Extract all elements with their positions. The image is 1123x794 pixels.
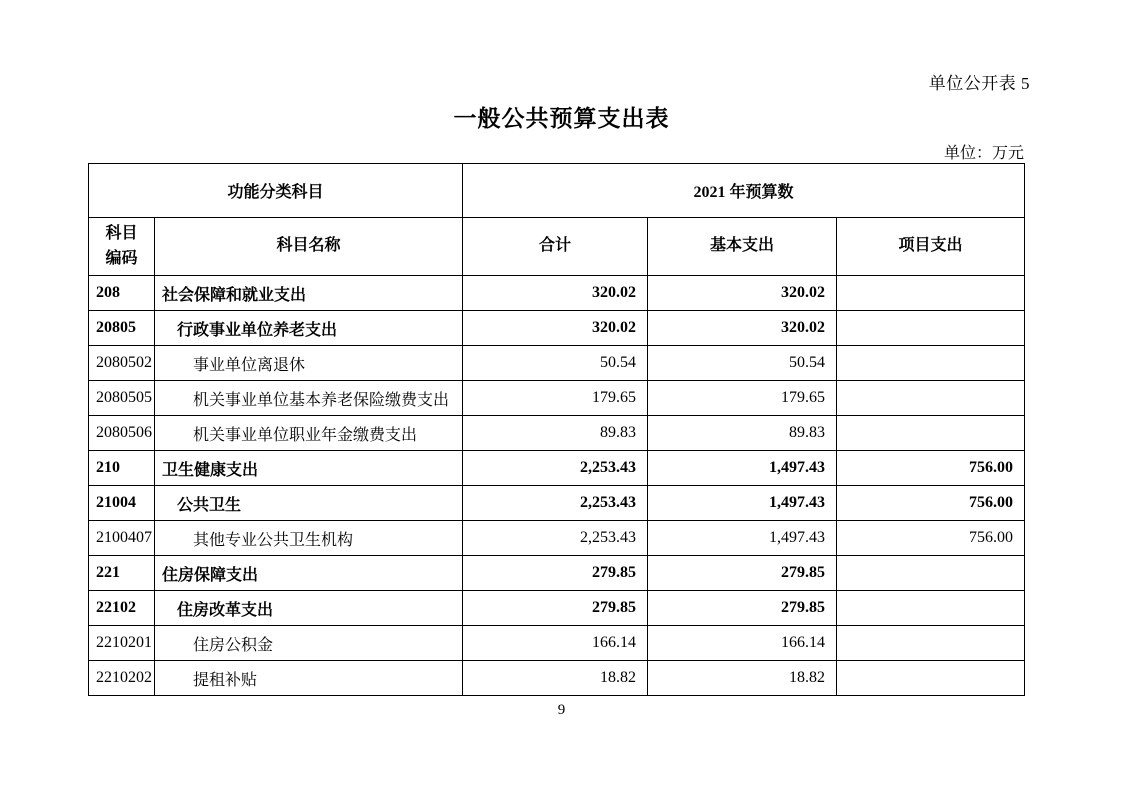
code-cell: 2210202 bbox=[89, 661, 155, 696]
table-row bbox=[89, 556, 1025, 591]
table-header bbox=[89, 164, 1025, 276]
name-cell: 卫生健康支出 bbox=[155, 451, 463, 486]
name-cell: 其他专业公共卫生机构 bbox=[155, 521, 463, 556]
table-row bbox=[89, 486, 1025, 521]
table-row bbox=[89, 276, 1025, 311]
table-body bbox=[89, 276, 1025, 696]
total-cell: 2,253.43 bbox=[463, 521, 648, 556]
name-cell: 住房改革支出 bbox=[155, 591, 463, 626]
project-cell: 756.00 bbox=[837, 451, 1025, 486]
table-row bbox=[89, 381, 1025, 416]
project-cell bbox=[837, 661, 1025, 696]
header-basic-expenditure: 基本支出 bbox=[648, 218, 837, 276]
name-cell: 行政事业单位养老支出 bbox=[155, 311, 463, 346]
table-row bbox=[89, 591, 1025, 626]
table-row bbox=[89, 311, 1025, 346]
code-cell: 22102 bbox=[89, 591, 155, 626]
basic-cell: 1,497.43 bbox=[648, 486, 837, 521]
total-cell: 50.54 bbox=[463, 346, 648, 381]
total-cell: 18.82 bbox=[463, 661, 648, 696]
code-cell: 210 bbox=[89, 451, 155, 486]
project-cell bbox=[837, 311, 1025, 346]
header-functional-classification: 功能分类科目 bbox=[89, 164, 463, 218]
name-cell: 公共卫生 bbox=[155, 486, 463, 521]
basic-cell: 1,497.43 bbox=[648, 451, 837, 486]
code-cell: 2080502 bbox=[89, 346, 155, 381]
unit-note: 单位：万元 bbox=[943, 145, 1024, 162]
name-cell: 社会保障和就业支出 bbox=[155, 276, 463, 311]
project-cell bbox=[837, 276, 1025, 311]
page-number: 9 bbox=[557, 702, 566, 718]
project-cell bbox=[837, 556, 1025, 591]
name-cell: 住房保障支出 bbox=[155, 556, 463, 591]
total-cell: 279.85 bbox=[463, 591, 648, 626]
header-subject-code-line2: 编码 bbox=[105, 249, 138, 267]
header-project-expenditure: 项目支出 bbox=[837, 218, 1025, 276]
project-cell: 756.00 bbox=[837, 486, 1025, 521]
total-cell: 89.83 bbox=[463, 416, 648, 451]
name-cell: 提租补贴 bbox=[155, 661, 463, 696]
total-cell: 320.02 bbox=[463, 276, 648, 311]
basic-cell: 1,497.43 bbox=[648, 521, 837, 556]
code-cell: 208 bbox=[89, 276, 155, 311]
table-row bbox=[89, 661, 1025, 696]
corner-label: 单位公开表 5 bbox=[928, 74, 1030, 93]
project-cell: 756.00 bbox=[837, 521, 1025, 556]
total-cell: 2,253.43 bbox=[463, 486, 648, 521]
basic-cell: 50.54 bbox=[648, 346, 837, 381]
header-group-row bbox=[89, 164, 1025, 218]
name-cell: 机关事业单位基本养老保险缴费支出 bbox=[155, 381, 463, 416]
total-cell: 320.02 bbox=[463, 311, 648, 346]
project-cell bbox=[837, 346, 1025, 381]
header-subject-code-line1: 科目 bbox=[105, 224, 138, 242]
code-cell: 2210201 bbox=[89, 626, 155, 661]
basic-cell: 320.02 bbox=[648, 276, 837, 311]
total-cell: 166.14 bbox=[463, 626, 648, 661]
project-cell bbox=[837, 381, 1025, 416]
basic-cell: 89.83 bbox=[648, 416, 837, 451]
total-cell: 179.65 bbox=[463, 381, 648, 416]
name-cell: 住房公积金 bbox=[155, 626, 463, 661]
project-cell bbox=[837, 626, 1025, 661]
header-total: 合计 bbox=[463, 218, 648, 276]
code-cell: 2080506 bbox=[89, 416, 155, 451]
basic-cell: 166.14 bbox=[648, 626, 837, 661]
basic-cell: 320.02 bbox=[648, 311, 837, 346]
header-budget-2021: 2021 年预算数 bbox=[463, 164, 1025, 218]
name-cell: 机关事业单位职业年金缴费支出 bbox=[155, 416, 463, 451]
basic-cell: 179.65 bbox=[648, 381, 837, 416]
total-cell: 2,253.43 bbox=[463, 451, 648, 486]
table-row bbox=[89, 346, 1025, 381]
code-cell: 2080505 bbox=[89, 381, 155, 416]
code-cell: 20805 bbox=[89, 311, 155, 346]
table-row bbox=[89, 451, 1025, 486]
code-cell: 2100407 bbox=[89, 521, 155, 556]
page-title: 一般公共预算支出表 bbox=[453, 105, 670, 131]
table-row bbox=[89, 416, 1025, 451]
name-cell: 事业单位离退休 bbox=[155, 346, 463, 381]
code-cell: 221 bbox=[89, 556, 155, 591]
table-row bbox=[89, 626, 1025, 661]
project-cell bbox=[837, 416, 1025, 451]
basic-cell: 279.85 bbox=[648, 556, 837, 591]
total-cell: 279.85 bbox=[463, 556, 648, 591]
table-row bbox=[89, 521, 1025, 556]
basic-cell: 18.82 bbox=[648, 661, 837, 696]
code-cell: 21004 bbox=[89, 486, 155, 521]
header-subject-code bbox=[89, 218, 155, 276]
basic-cell: 279.85 bbox=[648, 591, 837, 626]
header-columns-row bbox=[89, 218, 1025, 276]
header-subject-name: 科目名称 bbox=[155, 218, 463, 276]
project-cell bbox=[837, 591, 1025, 626]
budget-table bbox=[88, 163, 1025, 696]
